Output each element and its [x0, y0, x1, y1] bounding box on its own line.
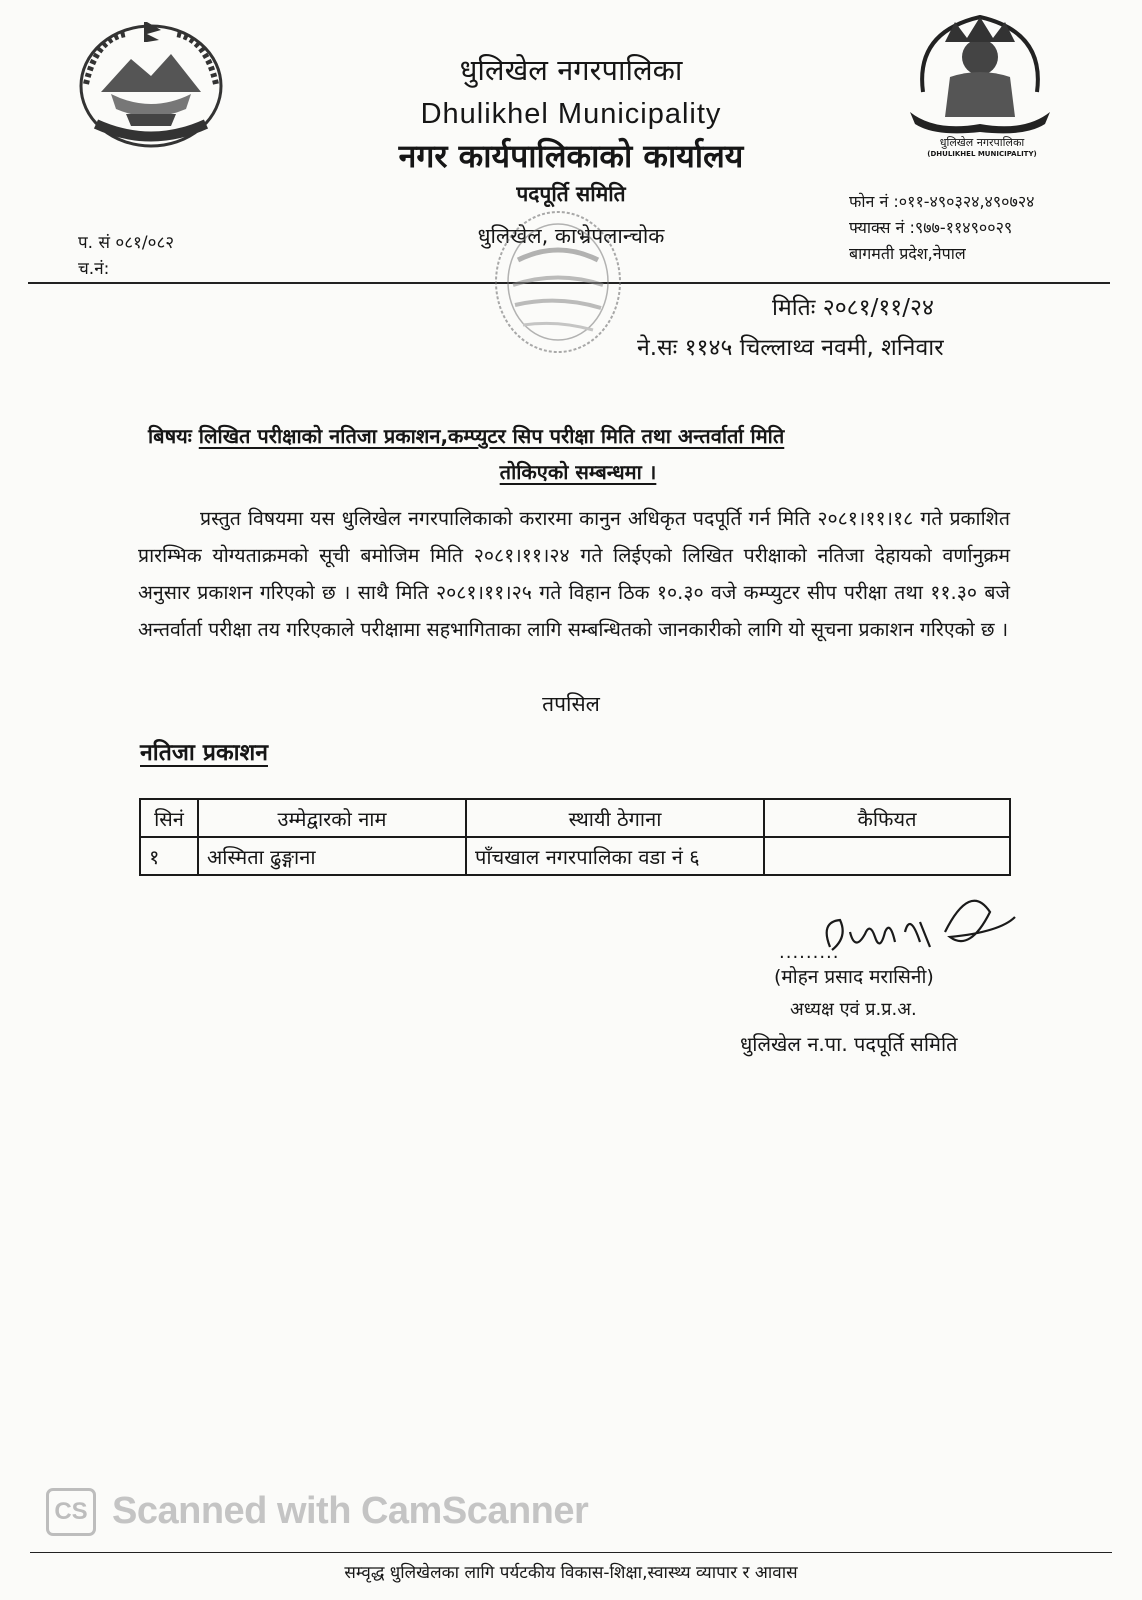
- right-logo-label: धुलिखेल नगरपालिका: [939, 136, 1025, 149]
- cell-remarks: [764, 837, 1010, 875]
- signatory-office: धुलिखेल न.पा. पदपूर्ति समिति: [740, 1032, 958, 1056]
- phone-number: फोन नं :०११-४९०३२४,४९०७२४: [849, 192, 1035, 211]
- subject-line-2: तोकिएको सम्बन्धमा ।: [499, 460, 657, 484]
- signatory-name: (मोहन प्रसाद मरासिनी): [774, 966, 934, 988]
- table-header-row: [140, 799, 1010, 837]
- column-header-address: स्थायी ठेगाना: [466, 799, 764, 837]
- dispatch-number: च.नं:: [78, 259, 110, 279]
- subject-line-1: लिखित परीक्षाको नतिजा प्रकाशन,कम्प्युटर सिप परीक्षा मिति तथा अन्तर्वार्ता मिति: [198, 424, 785, 448]
- cell-candidate-name: अस्मिता ढुङ्गाना: [198, 837, 466, 875]
- camscanner-logo-icon: CS: [46, 1488, 96, 1536]
- date-bs: मितिः २०८१/११/२४: [772, 295, 934, 321]
- body-text: प्रस्तुत विषयमा यस धुलिखेल नगरपालिकाको करारमा कानुन अधिकृत पदपूर्ति गर्न मिति २०८१।११।१८ गते प्रकाशित प्रारम्भिक योग्यताक्रमको सूची बमोजिम मिति २०८१।११।२४ गते लिईएको लिखित परीक्षाको नतिजा देहायको वर्णानुक्रम अनुसार प्रकाशन गरिएको छ । साथै मिति २०८१।११।२५ गते विहान ठिक १०.३० वजे कम्प्युटर सीप परीक्षा तथा ११.३० बजे अन्तर्वार्ता परीक्षा तय गरिएकाले परीक्षामा सहभागिताका लागि सम्बन्धितको जानकारीको लागि यो सूचना प्रकाशन गरिएको छ ।: [138, 507, 1010, 641]
- column-header-remarks: कैफियत: [764, 799, 1010, 837]
- municipality-name-nepali: धुलिखेल नगरपालिका: [459, 53, 683, 87]
- office-location: धुलिखेल, काभ्रेपलान्चोक: [477, 224, 665, 248]
- right-logo-label-en: (DHULIKHEL MUNICIPALITY): [927, 150, 1037, 158]
- tapasil-label: तपसिल: [542, 692, 600, 716]
- date-nepal-sambat: ने.सः ११४५ चिल्लाथ्व नवमी, शनिवार: [637, 335, 944, 361]
- camscanner-watermark: Scanned with CamScanner: [112, 1490, 589, 1532]
- office-stamp: [483, 200, 633, 365]
- body-paragraph: [138, 500, 1010, 648]
- table-row: [140, 837, 1010, 875]
- signature-dots: .........: [779, 942, 840, 963]
- office-title: नगर कार्यपालिकाको कार्यालय: [398, 137, 744, 175]
- result-table: [139, 798, 1011, 876]
- committee-name: पदपूर्ति समिति: [516, 182, 626, 206]
- cell-permanent-address: पाँचखाल नगरपालिका वडा नं ६: [466, 837, 764, 875]
- letter-number: प. सं ०८१/०८२: [78, 233, 175, 253]
- subject: [148, 418, 1008, 490]
- footer-divider: [30, 1552, 1112, 1553]
- footer-motto: सम्वृद्ध धुलिखेलका लागि पर्यटकीय विकास-शिक्षा,स्वास्थ्य व्यापार र आवास: [344, 1563, 798, 1583]
- section-title: नतिजा प्रकाशन: [140, 740, 268, 766]
- column-header-name: उम्मेद्वारको नाम: [198, 799, 466, 837]
- cell-sn: १: [140, 837, 198, 875]
- signatory-role: अध्यक्ष एवं प्र.प्र.अ.: [790, 999, 917, 1020]
- fax-number: फ्याक्स नं :९७७-११४९००२९: [849, 218, 1013, 237]
- subject-label: बिषयः: [148, 424, 192, 448]
- office-address: बागमती प्रदेश,नेपाल: [849, 244, 966, 263]
- column-header-sn: सिनं: [140, 799, 198, 837]
- municipality-name-english: Dhulikhel Municipality: [420, 98, 722, 130]
